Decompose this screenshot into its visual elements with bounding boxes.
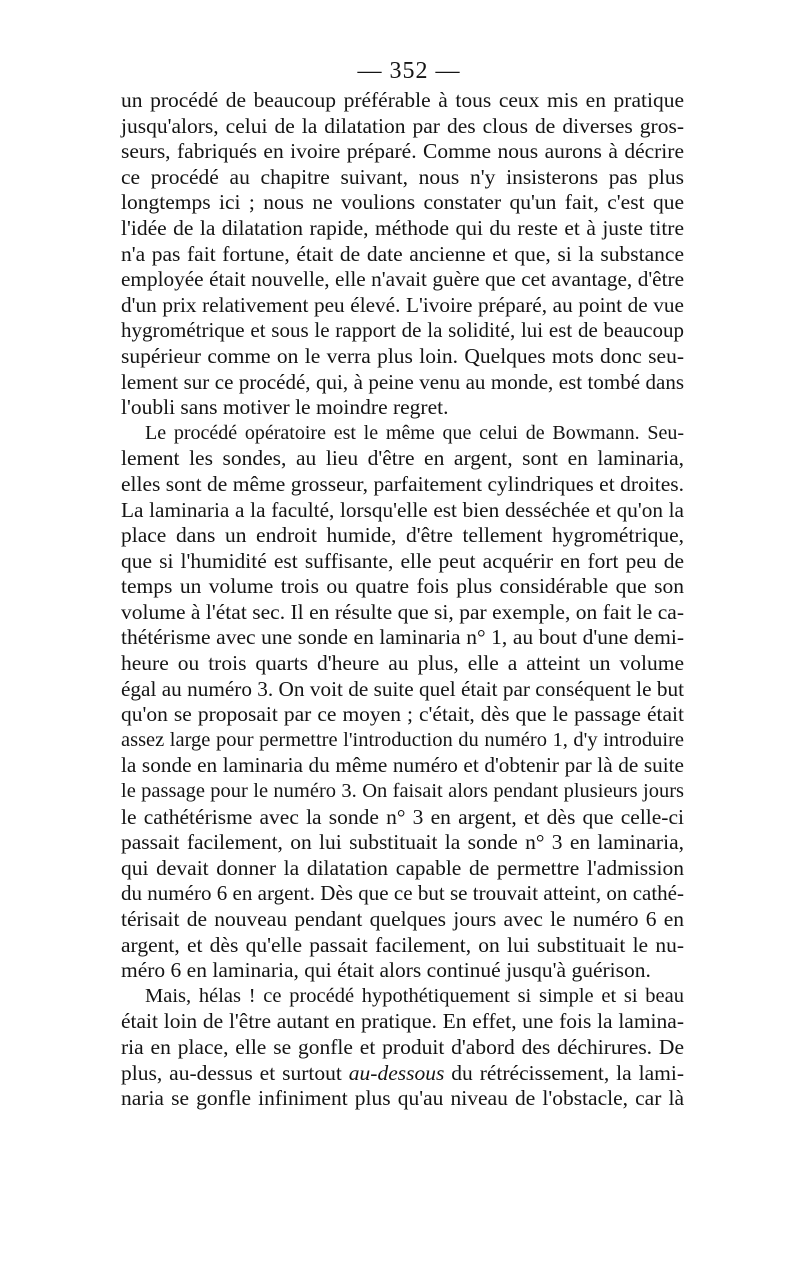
text-line: employée était nouvelle, elle n'avait guère que cet avantage, d'être xyxy=(121,267,684,292)
text-line: térisait de nouveau pendant quelques jours avec le numéro 6 en xyxy=(121,907,684,931)
text-line: ce procédé au chapitre suivant, nous n'y insisterons pas plus xyxy=(121,164,684,189)
text-line: n'a pas fait fortune, était de date ancienne et que, si la substance xyxy=(121,241,684,266)
text-line: assez large pour permettre l'introduction du numéro 1, d'y introduire xyxy=(121,728,684,751)
text-line: naria se gonfle infiniment plus qu'au niveau de l'obstacle, car là xyxy=(121,1086,684,1111)
text-line: passait facilement, on lui substituait la sonde n° 3 en laminaria, xyxy=(121,830,684,855)
text-line: le cathétérisme avec la sonde n° 3 en argent, et dès que celle-ci xyxy=(121,804,684,829)
text-line: ria en place, elle se gonfle et produit d'abord des déchirures. De xyxy=(121,1034,684,1059)
text-line: lement les sondes, au lieu d'être en argent, sont en laminaria, xyxy=(121,446,684,471)
text-line: longtemps ici ; nous ne voulions constater qu'un fait, c'est que xyxy=(121,190,684,215)
page-number: — 352 — xyxy=(357,58,461,84)
text-line: jusqu'alors, celui de la dilatation par des clous de diverses gros- xyxy=(121,113,684,138)
emphasis: au-dessous xyxy=(348,1060,445,1085)
text-line: Mais, hélas ! ce procédé hypothétiquement si simple et si beau xyxy=(145,984,684,1007)
paragraph xyxy=(121,984,684,1112)
text-line: thétérisme avec une sonde en laminaria n° 1, au bout d'une demi- xyxy=(121,625,684,650)
text-line: place dans un endroit humide, d'être tellement hygrométrique, xyxy=(121,523,684,548)
text-line: seurs, fabriqués en ivoire préparé. Comme nous aurons à décrire xyxy=(121,139,684,164)
text-line: Le procédé opératoire est le même que celui de Bowmann. Seu- xyxy=(145,421,684,444)
text-line: plus, au-dessus et surtout au-dessous du rétrécissement, la lami- xyxy=(121,1060,684,1085)
text-line: l'oubli sans motiver le moindre regret. xyxy=(121,395,449,420)
text-line: le passage pour le numéro 3. On faisait alors pendant plusieurs jours xyxy=(121,780,684,803)
text-line: supérieur comme on le verra plus loin. Quelques mots donc seu- xyxy=(121,343,684,368)
text-line: lement sur ce procédé, qui, à peine venu au monde, est tombé dans xyxy=(121,369,684,394)
paragraph xyxy=(121,421,684,984)
text-line: méro 6 en laminaria, qui était alors continué jusqu'à guérison. xyxy=(121,958,651,983)
text-line: elles sont de même grosseur, parfaitement cylindriques et droites. xyxy=(121,471,684,496)
text-line: volume à l'état sec. Il en résulte que si, par exemple, on fait le ca- xyxy=(121,599,684,624)
text-line: qui devait donner la dilatation capable de permettre l'admission xyxy=(121,855,684,880)
paragraph xyxy=(121,88,684,421)
text-line: que si l'humidité est suffisante, elle peut acquérir en fort peu de xyxy=(121,548,684,573)
text-line: heure ou trois quarts d'heure au plus, elle a atteint un volume xyxy=(121,651,684,676)
text-line: argent, et dès qu'elle passait facilement, on lui substituait le nu- xyxy=(121,932,684,957)
body-text xyxy=(121,88,684,1112)
text-line: temps un volume trois ou quatre fois plus considérable que son xyxy=(121,574,684,599)
text-line: La laminaria a la faculté, lorsqu'elle est bien desséchée et qu'on la xyxy=(121,497,684,522)
text-line: égal au numéro 3. On voit de suite quel était par conséquent le but xyxy=(121,676,684,701)
text-line: du numéro 6 en argent. Dès que ce but se trouvait atteint, on cathé- xyxy=(121,881,684,906)
text-line: qu'on se proposait par ce moyen ; c'était, dès que le passage était xyxy=(121,702,684,727)
text-line: l'idée de la dilatation rapide, méthode qui du reste et à juste titre xyxy=(121,215,684,240)
text-line: un procédé de beaucoup préférable à tous ceux mis en pratique xyxy=(121,88,684,112)
text-line: hygrométrique et sous le rapport de la solidité, lui est de beaucoup xyxy=(121,318,684,343)
text-line: était loin de l'être autant en pratique. En effet, une fois la lamina- xyxy=(121,1009,684,1034)
text-line: la sonde en laminaria du même numéro et d'obtenir par là de suite xyxy=(121,753,684,778)
text-line: d'un prix relativement peu élevé. L'ivoire préparé, au point de vue xyxy=(121,292,684,317)
